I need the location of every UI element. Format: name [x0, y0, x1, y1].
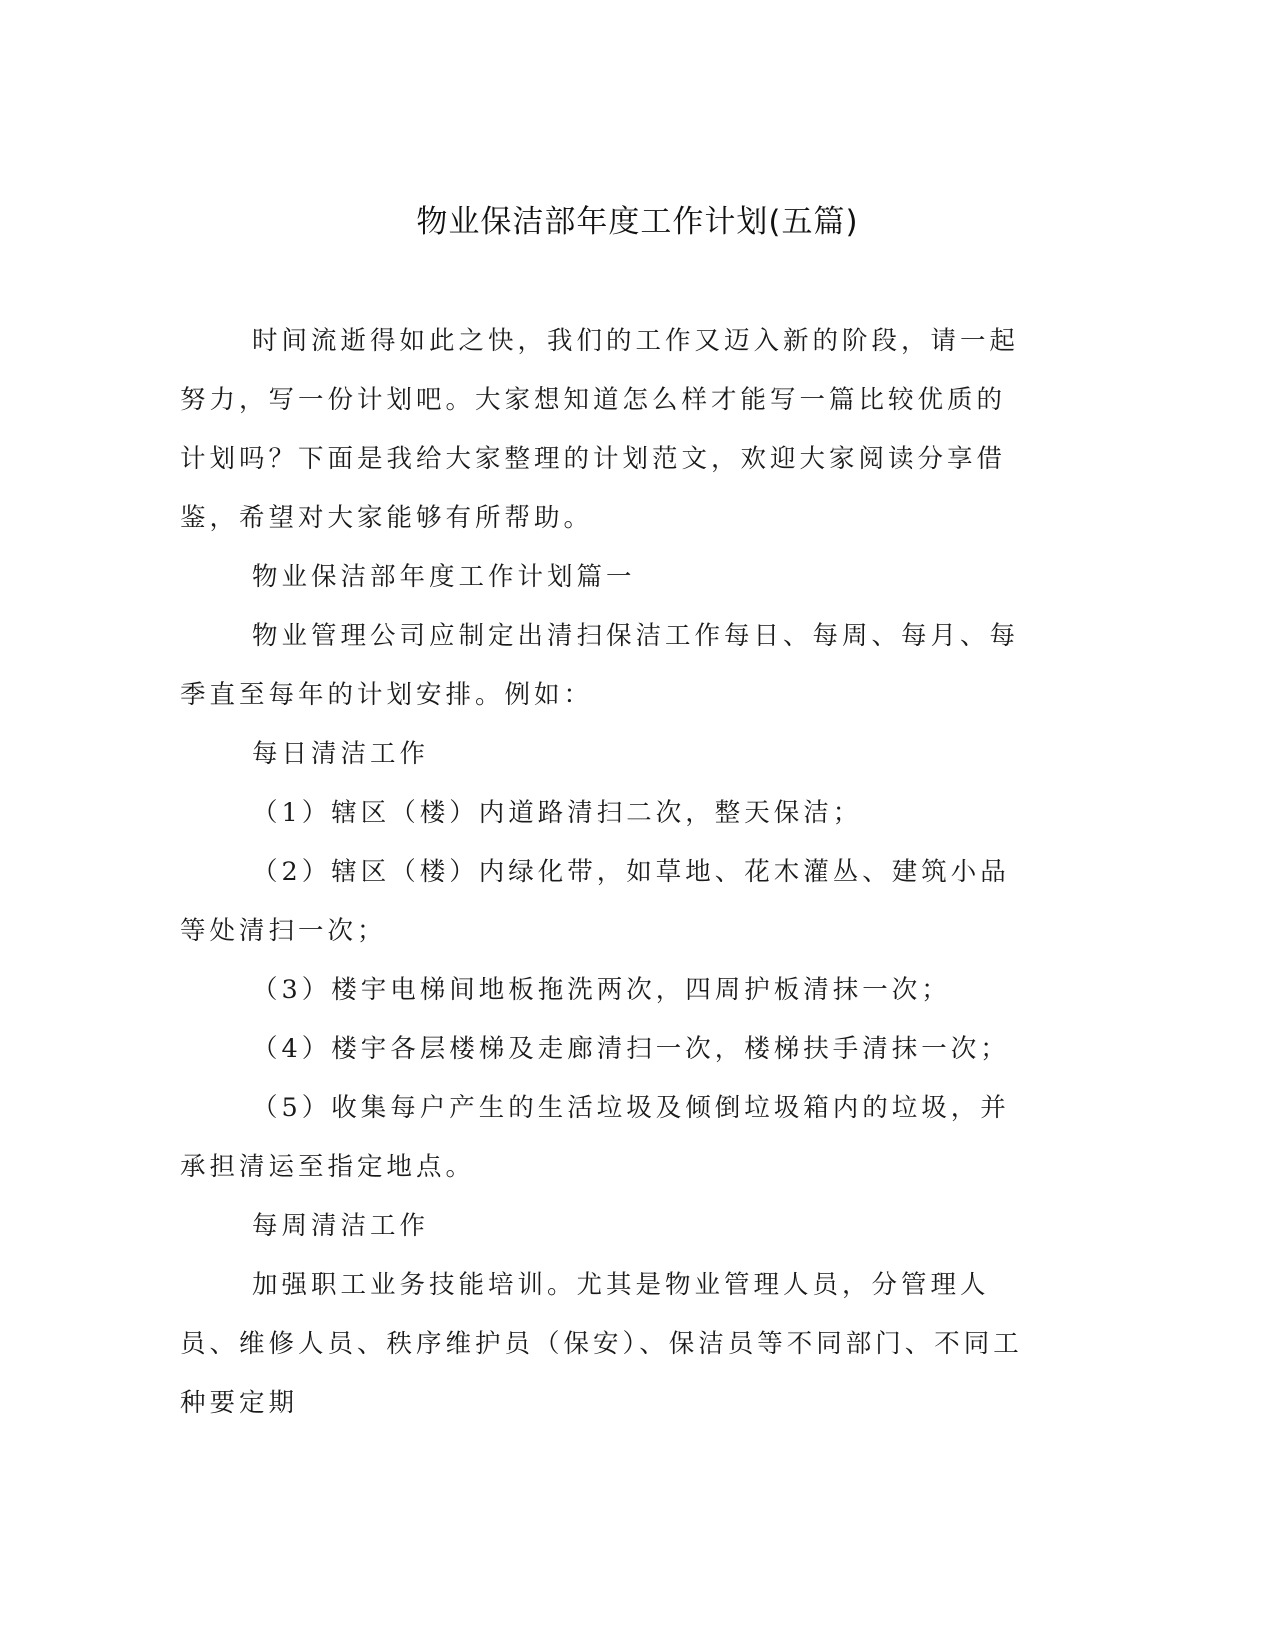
- list-item: （4）楼宇各层楼梯及走廊清扫一次，楼梯扶手清抹一次；: [252, 1034, 1010, 1064]
- list-item: （1）辖区（楼）内道路清扫二次，整天保洁；: [252, 798, 863, 828]
- body-paragraph: 加强职工业务技能培训。尤其是物业管理人员，分管理人员、维修人员、秩序维护员（保安）、保洁员等不同部门、不同工种要定期: [180, 1270, 1023, 1418]
- section-heading: 物业保洁部年度工作计划篇一: [252, 562, 636, 592]
- list-item: （3）楼宇电梯间地板拖洗两次，四周护板清抹一次；: [252, 975, 951, 1005]
- document-title: 物业保洁部年度工作计划(五篇): [416, 204, 859, 240]
- list-item: （5）收集每户产生的生活垃圾及倾倒垃圾箱内的垃圾，并承担清运至指定地点。: [180, 1093, 1010, 1182]
- body-paragraph: 物业管理公司应制定出清扫保洁工作每日、每周、每月、每季直至每年的计划安排。例如：: [180, 621, 1020, 710]
- intro-paragraph: 时间流逝得如此之快，我们的工作又迈入新的阶段，请一起努力，写一份计划吧。大家想知道怎么样才能写一篇比较优质的计划吗？下面是我给大家整理的计划范文，欢迎大家阅读分享借鉴，希望对大家能够有所帮助。: [180, 326, 1020, 533]
- subsection-heading-weekly: 每周清洁工作: [252, 1211, 430, 1241]
- document-body: [180, 312, 1032, 1433]
- subsection-heading-daily: 每日清洁工作: [252, 739, 430, 769]
- list-item: （2）辖区（楼）内绿化带，如草地、花木灌丛、建筑小品等处清扫一次；: [180, 857, 1010, 946]
